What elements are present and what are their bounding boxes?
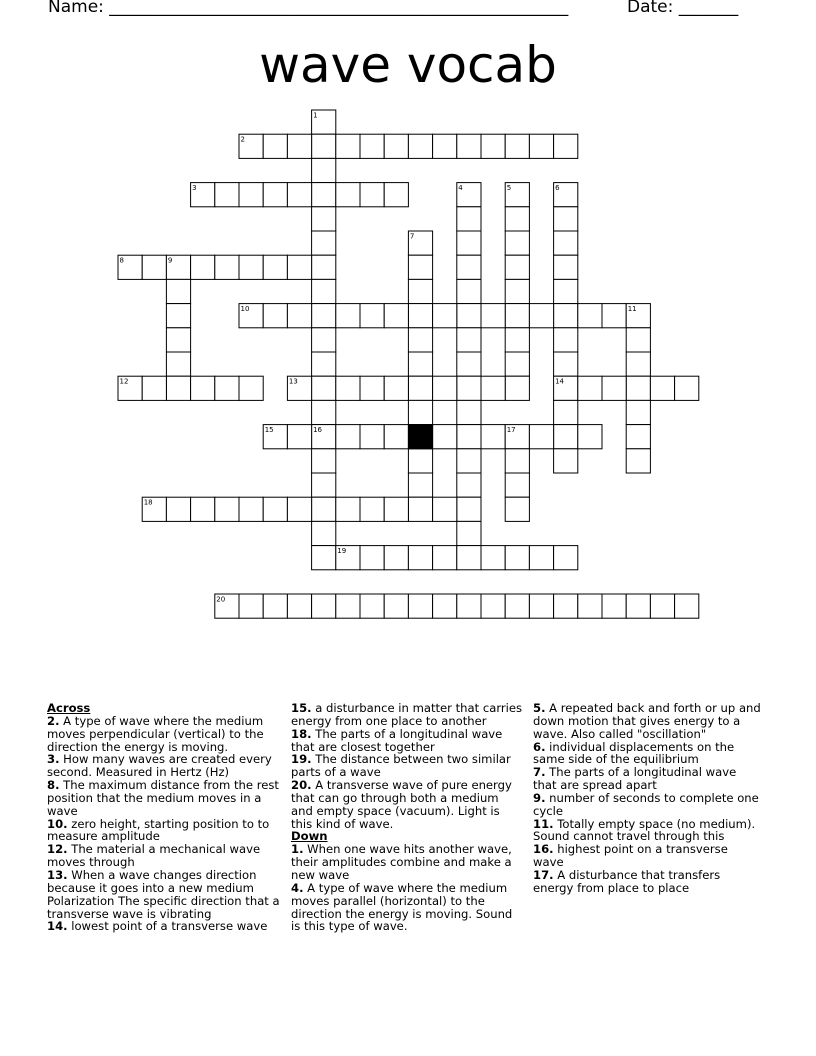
grid-cell[interactable] bbox=[312, 110, 336, 134]
grid-cell[interactable] bbox=[505, 473, 529, 497]
clue-number: 4 bbox=[458, 184, 463, 193]
grid-cell[interactable] bbox=[384, 376, 408, 400]
clue-across-3: 3. How many waves are created every second. Measured in Hertz (Hz) bbox=[47, 752, 272, 780]
grid-cell[interactable] bbox=[408, 449, 432, 473]
grid-cell[interactable] bbox=[554, 134, 578, 158]
grid-cell[interactable] bbox=[384, 304, 408, 328]
grid-cell[interactable] bbox=[505, 425, 529, 449]
grid-cell[interactable] bbox=[505, 279, 529, 303]
grid-cell[interactable] bbox=[312, 207, 336, 231]
grid-cell[interactable] bbox=[457, 134, 481, 158]
grid-cell[interactable] bbox=[602, 376, 626, 400]
grid-cell[interactable] bbox=[505, 207, 529, 231]
grid-cell[interactable] bbox=[433, 304, 457, 328]
grid-cell[interactable] bbox=[626, 449, 650, 473]
clue-across-19: 19. The distance between two similar parts of a wave bbox=[291, 752, 511, 780]
grid-cell[interactable] bbox=[578, 304, 602, 328]
down-heading: Down bbox=[291, 829, 328, 844]
grid-cell[interactable] bbox=[408, 425, 432, 449]
grid-cell[interactable] bbox=[675, 376, 699, 400]
grid-cell[interactable] bbox=[312, 521, 336, 545]
grid-cell[interactable] bbox=[529, 594, 553, 618]
grid-cell[interactable] bbox=[554, 255, 578, 279]
grid-cell[interactable] bbox=[481, 376, 505, 400]
grid-cell[interactable] bbox=[505, 594, 529, 618]
grid-cell[interactable] bbox=[360, 183, 384, 207]
grid-cell[interactable] bbox=[360, 425, 384, 449]
grid-cell[interactable] bbox=[166, 255, 190, 279]
grid-cell[interactable] bbox=[505, 231, 529, 255]
puzzle-title: wave vocab bbox=[259, 36, 557, 94]
grid-cell[interactable] bbox=[408, 594, 432, 618]
grid-cell[interactable] bbox=[239, 497, 263, 521]
grid-cell[interactable] bbox=[408, 497, 432, 521]
grid-cell[interactable] bbox=[142, 255, 166, 279]
grid-cell[interactable] bbox=[239, 594, 263, 618]
grid-cell[interactable] bbox=[505, 352, 529, 376]
grid-cell[interactable] bbox=[675, 594, 699, 618]
grid-cell[interactable] bbox=[360, 376, 384, 400]
clue-down-7: 7. The parts of a longitudinal wave that are spread apart bbox=[533, 765, 737, 793]
grid-cell[interactable] bbox=[166, 376, 190, 400]
clue-across-18: 18. The parts of a longitudinal wave that are closest together bbox=[291, 726, 503, 754]
grid-cell[interactable] bbox=[457, 279, 481, 303]
grid-cell[interactable] bbox=[166, 279, 190, 303]
grid-cell[interactable] bbox=[505, 134, 529, 158]
grid-cell[interactable] bbox=[529, 304, 553, 328]
grid-cell[interactable] bbox=[239, 255, 263, 279]
grid-cell[interactable] bbox=[457, 231, 481, 255]
grid-cell[interactable] bbox=[408, 473, 432, 497]
grid-cell[interactable] bbox=[384, 183, 408, 207]
grid-cell[interactable] bbox=[312, 376, 336, 400]
clue-number: 11 bbox=[627, 305, 637, 314]
grid-cell[interactable] bbox=[650, 376, 674, 400]
grid-cell[interactable] bbox=[408, 400, 432, 424]
clues-column-1 bbox=[47, 702, 283, 933]
grid-cell[interactable] bbox=[408, 255, 432, 279]
clue-number: 3 bbox=[192, 184, 197, 193]
clue-number: 19 bbox=[337, 547, 347, 556]
grid-cell[interactable] bbox=[191, 497, 215, 521]
grid-cell[interactable] bbox=[554, 546, 578, 570]
grid-cell[interactable] bbox=[505, 449, 529, 473]
clue-number: 7 bbox=[409, 232, 415, 241]
clue-number: 2 bbox=[240, 135, 245, 144]
grid-cell[interactable] bbox=[384, 594, 408, 618]
grid-cell[interactable] bbox=[312, 304, 336, 328]
clue-down-4: 4. A type of wave where the medium moves parallel (horizontal) to the direction the energy is moving. Sound is this type of wave. bbox=[291, 880, 513, 934]
grid-cell[interactable] bbox=[457, 497, 481, 521]
grid-cell[interactable] bbox=[602, 304, 626, 328]
grid-cell[interactable] bbox=[626, 304, 650, 328]
grid-cell[interactable] bbox=[312, 546, 336, 570]
clue-across-15: 15. a disturbance in matter that carries energy from one place to another bbox=[291, 701, 523, 728]
grid-cell[interactable] bbox=[505, 546, 529, 570]
grid-cell[interactable] bbox=[215, 376, 239, 400]
grid-cell[interactable] bbox=[433, 134, 457, 158]
clue-number: 15 bbox=[264, 426, 274, 435]
clue-number: 12 bbox=[119, 377, 129, 386]
grid-cell[interactable] bbox=[215, 183, 239, 207]
clue-number: 14 bbox=[555, 377, 565, 386]
grid-cell[interactable] bbox=[650, 594, 674, 618]
clue-number: 5 bbox=[506, 184, 512, 193]
grid-cell[interactable] bbox=[312, 400, 336, 424]
across-heading: Across bbox=[47, 701, 91, 715]
grid-cell[interactable] bbox=[408, 231, 432, 255]
grid-cell[interactable] bbox=[215, 594, 239, 618]
grid-cell[interactable] bbox=[457, 376, 481, 400]
clue-across-10: 10. zero height, starting position to to measure amplitude bbox=[47, 816, 270, 844]
clue-number: 20 bbox=[216, 595, 226, 604]
clue-down-6: 6. individual displacements on the same side of the equilibrium bbox=[533, 739, 735, 767]
grid-cell[interactable] bbox=[481, 546, 505, 570]
clue-down-16: 16. highest point on a transverse wave bbox=[533, 842, 728, 870]
clue-across-2: 2. A type of wave where the medium moves perpendicular (vertical) to the direction the energy is moving. bbox=[47, 713, 264, 754]
grid-cell[interactable] bbox=[263, 304, 287, 328]
grid-cell[interactable] bbox=[529, 546, 553, 570]
grid-cell[interactable] bbox=[481, 594, 505, 618]
grid-cell[interactable] bbox=[191, 255, 215, 279]
grid-cell[interactable] bbox=[626, 400, 650, 424]
grid-cell[interactable] bbox=[505, 304, 529, 328]
grid-cell[interactable] bbox=[360, 134, 384, 158]
grid-cell[interactable] bbox=[312, 425, 336, 449]
grid-cell[interactable] bbox=[578, 594, 602, 618]
grid-cell[interactable] bbox=[360, 304, 384, 328]
grid-cell[interactable] bbox=[263, 183, 287, 207]
grid-cell[interactable] bbox=[215, 497, 239, 521]
grid-cell[interactable] bbox=[602, 594, 626, 618]
grid-cell[interactable] bbox=[263, 425, 287, 449]
grid-cell[interactable] bbox=[384, 134, 408, 158]
grid-cell[interactable] bbox=[336, 134, 360, 158]
clue-number: 1 bbox=[313, 111, 318, 120]
grid-cell[interactable] bbox=[433, 376, 457, 400]
grid-cell[interactable] bbox=[166, 352, 190, 376]
grid-cell[interactable] bbox=[312, 158, 336, 182]
grid-cell[interactable] bbox=[287, 134, 311, 158]
clue-down-9: 9. number of seconds to complete one cycle bbox=[533, 790, 759, 818]
clue-number: 8 bbox=[119, 256, 124, 265]
grid-cell[interactable] bbox=[457, 183, 481, 207]
grid-cell[interactable] bbox=[118, 255, 142, 279]
grid-cell[interactable] bbox=[554, 449, 578, 473]
grid-cell[interactable] bbox=[433, 425, 457, 449]
grid-cell[interactable] bbox=[360, 546, 384, 570]
grid-cell[interactable] bbox=[505, 183, 529, 207]
grid-cell[interactable] bbox=[312, 231, 336, 255]
grid-cell[interactable] bbox=[457, 473, 481, 497]
grid-cell[interactable] bbox=[287, 425, 311, 449]
clue-down-11: 11. Totally empty space (no medium). Sound cannot travel through this bbox=[533, 816, 756, 844]
grid-cell[interactable] bbox=[408, 546, 432, 570]
grid-cell[interactable] bbox=[263, 594, 287, 618]
grid-cell[interactable] bbox=[360, 594, 384, 618]
grid-cell[interactable] bbox=[336, 304, 360, 328]
grid-cell[interactable] bbox=[626, 328, 650, 352]
grid-cell[interactable] bbox=[312, 473, 336, 497]
clue-across-20: 20. A transverse wave of pure energy that can go through both a medium and empty space (vacuum). Light is this kind of wave. bbox=[291, 778, 512, 831]
grid-cell[interactable] bbox=[287, 594, 311, 618]
grid-cell[interactable] bbox=[239, 376, 263, 400]
grid-cell[interactable] bbox=[384, 546, 408, 570]
grid-cell[interactable] bbox=[166, 328, 190, 352]
grid-cell[interactable] bbox=[554, 304, 578, 328]
grid-cell[interactable] bbox=[312, 183, 336, 207]
clue-number: 9 bbox=[167, 256, 173, 265]
grid-cell[interactable] bbox=[336, 376, 360, 400]
grid-cell[interactable] bbox=[287, 497, 311, 521]
grid-cell[interactable] bbox=[263, 134, 287, 158]
grid-cell[interactable] bbox=[239, 304, 263, 328]
grid-cell[interactable] bbox=[360, 497, 384, 521]
grid-cell[interactable] bbox=[457, 255, 481, 279]
grid-cell[interactable] bbox=[336, 594, 360, 618]
grid-cell[interactable] bbox=[191, 183, 215, 207]
grid-cell[interactable] bbox=[312, 449, 336, 473]
clue-number: 17 bbox=[506, 426, 516, 435]
grid-cell[interactable] bbox=[142, 497, 166, 521]
grid-cell[interactable] bbox=[312, 352, 336, 376]
grid-cell[interactable] bbox=[626, 425, 650, 449]
grid-cell[interactable] bbox=[554, 328, 578, 352]
grid-cell[interactable] bbox=[312, 594, 336, 618]
grid-cell[interactable] bbox=[578, 376, 602, 400]
grid-cell[interactable] bbox=[215, 255, 239, 279]
grid-cell[interactable] bbox=[287, 183, 311, 207]
grid-cell[interactable] bbox=[312, 255, 336, 279]
clue-down-5: 5. A repeated back and forth or up and down motion that gives energy to a wave. Also called "oscillation" bbox=[533, 701, 761, 741]
grid-cell[interactable] bbox=[118, 376, 142, 400]
grid-cell[interactable] bbox=[408, 279, 432, 303]
date-field[interactable]: Date: _______ bbox=[627, 0, 739, 17]
clues-column-3 bbox=[533, 702, 761, 895]
grid-cell[interactable] bbox=[505, 497, 529, 521]
grid-cell[interactable] bbox=[312, 497, 336, 521]
clue-number: 13 bbox=[288, 377, 298, 386]
grid-cell[interactable] bbox=[554, 594, 578, 618]
grid-cell[interactable] bbox=[457, 521, 481, 545]
grid-cell[interactable] bbox=[626, 594, 650, 618]
grid-cell[interactable] bbox=[481, 304, 505, 328]
clue-number: 10 bbox=[240, 305, 250, 314]
grid-cell[interactable] bbox=[578, 425, 602, 449]
grid-cell[interactable] bbox=[457, 449, 481, 473]
clue-number: 18 bbox=[143, 498, 153, 507]
clues-column-2 bbox=[291, 702, 523, 933]
grid-cell[interactable] bbox=[191, 376, 215, 400]
name-field[interactable]: Name: ______________________________________________________ bbox=[48, 0, 569, 17]
grid-cell[interactable] bbox=[457, 328, 481, 352]
grid-cell[interactable] bbox=[554, 231, 578, 255]
grid-cell[interactable] bbox=[457, 400, 481, 424]
grid-cell[interactable] bbox=[239, 134, 263, 158]
grid-cell[interactable] bbox=[529, 134, 553, 158]
grid-cell[interactable] bbox=[336, 497, 360, 521]
grid-cell[interactable] bbox=[505, 255, 529, 279]
clue-across-8: 8. The maximum distance from the rest position that the medium moves in a wave bbox=[47, 778, 279, 818]
grid-cell[interactable] bbox=[287, 255, 311, 279]
grid-cell[interactable] bbox=[554, 400, 578, 424]
grid-cell[interactable] bbox=[481, 134, 505, 158]
grid-cell[interactable] bbox=[408, 352, 432, 376]
clue-across-12: 12. The material a mechanical wave moves through bbox=[47, 842, 261, 870]
clue-across-13: 13. When a wave changes direction because it goes into a new medium Polarization The specific direction that a transverse wave is vibrating bbox=[47, 867, 280, 921]
grid-cell[interactable] bbox=[263, 255, 287, 279]
grid-cell[interactable] bbox=[336, 546, 360, 570]
grid-cell[interactable] bbox=[142, 376, 166, 400]
clue-down-1: 1. When one wave hits another wave, their amplitudes combine and make a new wave bbox=[291, 842, 512, 882]
grid-cell[interactable] bbox=[312, 134, 336, 158]
clue-down-17: 17. A disturbance that transfers energy from place to place bbox=[533, 867, 721, 895]
grid-cell[interactable] bbox=[505, 376, 529, 400]
grid-cell[interactable] bbox=[312, 279, 336, 303]
grid-cell[interactable] bbox=[433, 546, 457, 570]
grid-cell[interactable] bbox=[554, 352, 578, 376]
grid-cell[interactable] bbox=[457, 352, 481, 376]
grid-cell[interactable] bbox=[457, 546, 481, 570]
grid-cell[interactable] bbox=[166, 304, 190, 328]
grid-cell[interactable] bbox=[408, 328, 432, 352]
grid-cell[interactable] bbox=[336, 183, 360, 207]
grid-cell[interactable] bbox=[408, 376, 432, 400]
grid-cell[interactable] bbox=[263, 497, 287, 521]
grid-cell[interactable] bbox=[481, 425, 505, 449]
grid-cell[interactable] bbox=[433, 594, 457, 618]
grid-cell[interactable] bbox=[239, 183, 263, 207]
grid-cell[interactable] bbox=[529, 425, 553, 449]
clue-number: 16 bbox=[313, 426, 323, 435]
grid-cell[interactable] bbox=[554, 425, 578, 449]
grid-cell[interactable] bbox=[166, 497, 190, 521]
grid-cell[interactable] bbox=[408, 134, 432, 158]
grid-cell[interactable] bbox=[408, 304, 432, 328]
grid-cell[interactable] bbox=[287, 376, 311, 400]
grid-cell[interactable] bbox=[336, 425, 360, 449]
grid-cell[interactable] bbox=[457, 304, 481, 328]
grid-cell[interactable] bbox=[457, 207, 481, 231]
grid-cell[interactable] bbox=[312, 328, 336, 352]
clue-across-14: 14. lowest point of a transverse wave bbox=[47, 919, 268, 934]
grid-cell[interactable] bbox=[505, 328, 529, 352]
grid-cell[interactable] bbox=[626, 352, 650, 376]
clue-number: 6 bbox=[555, 184, 560, 193]
grid-cell[interactable] bbox=[287, 304, 311, 328]
grid-cell[interactable] bbox=[554, 207, 578, 231]
grid-cell[interactable] bbox=[554, 183, 578, 207]
grid-cell[interactable] bbox=[457, 594, 481, 618]
grid-cell[interactable] bbox=[457, 425, 481, 449]
grid-cell[interactable] bbox=[554, 279, 578, 303]
grid-cell[interactable] bbox=[554, 376, 578, 400]
grid-cell[interactable] bbox=[384, 497, 408, 521]
grid-cell[interactable] bbox=[626, 376, 650, 400]
grid-cell[interactable] bbox=[384, 425, 408, 449]
grid-cell[interactable] bbox=[433, 497, 457, 521]
